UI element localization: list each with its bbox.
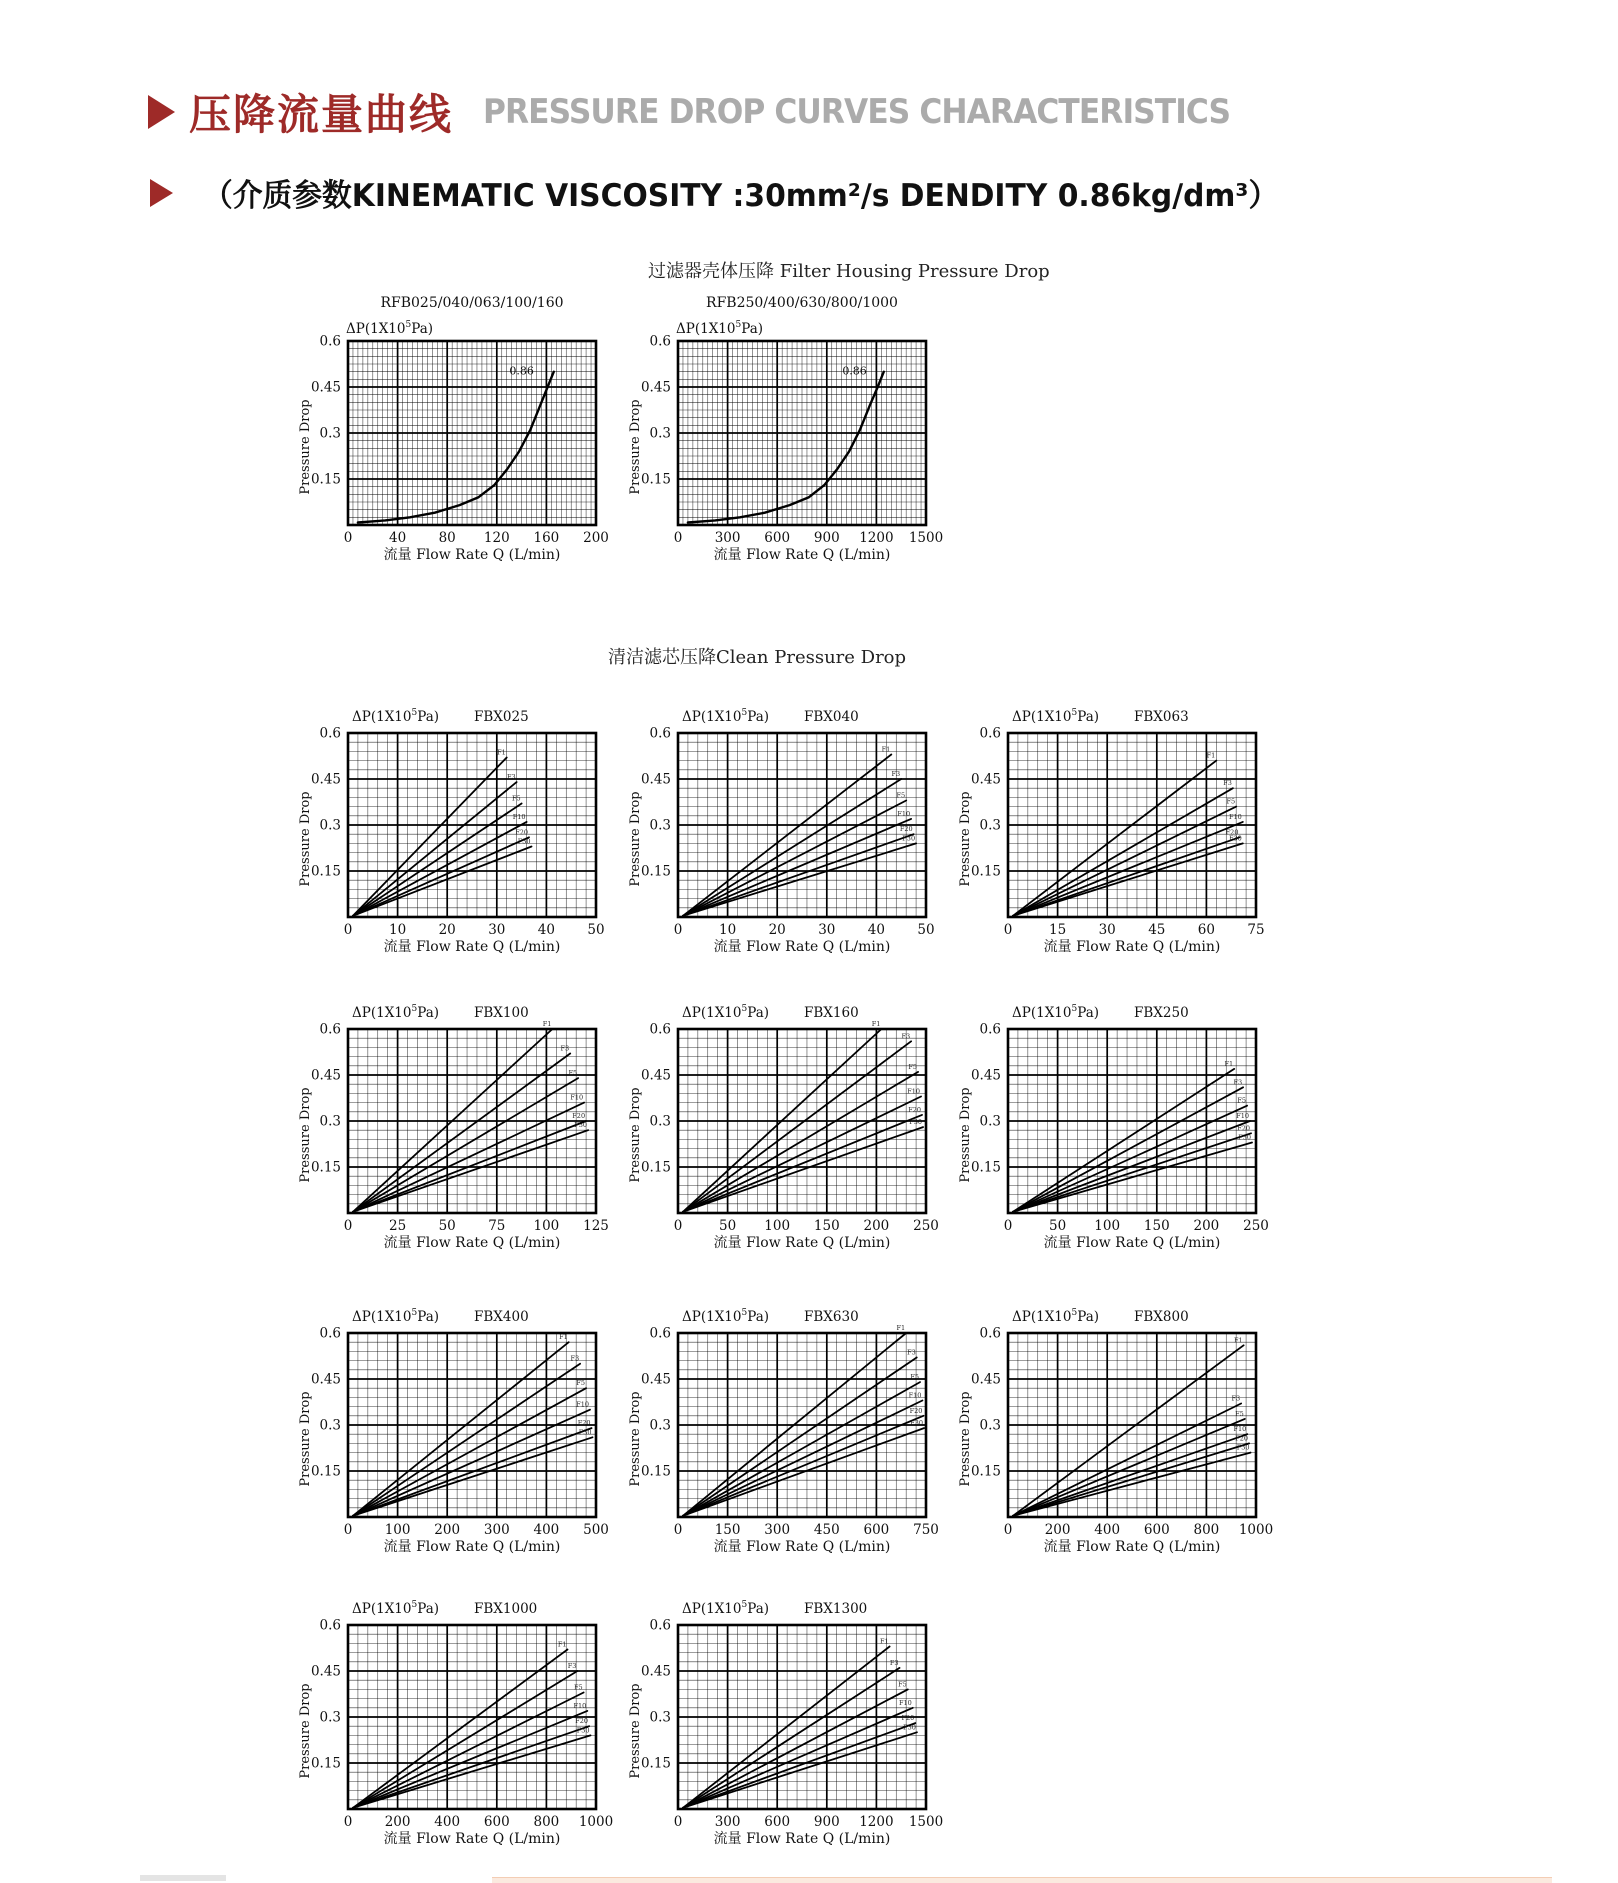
svg-text:F3: F3 — [570, 1354, 580, 1363]
svg-text:F5: F5 — [898, 1680, 907, 1689]
chart-svg-fbx630 — [626, 1303, 956, 1557]
svg-text:F10: F10 — [570, 1093, 584, 1102]
chart-fbx025 — [296, 703, 626, 961]
svg-text:45: 45 — [1148, 922, 1166, 938]
svg-text:60: 60 — [1197, 922, 1215, 938]
svg-text:100: 100 — [1094, 1218, 1121, 1234]
svg-text:0.3: 0.3 — [649, 1417, 671, 1434]
svg-text:流量 Flow Rate Q (L/min): 流量 Flow Rate Q (L/min) — [713, 1235, 891, 1251]
svg-text:F1: F1 — [497, 748, 506, 757]
svg-text:F5: F5 — [896, 791, 906, 800]
svg-text:F30: F30 — [574, 1121, 588, 1130]
svg-text:0.6: 0.6 — [319, 1617, 341, 1634]
svg-text:0.3: 0.3 — [319, 817, 341, 834]
svg-text:160: 160 — [533, 530, 560, 546]
svg-text:50: 50 — [587, 922, 605, 938]
svg-text:F30: F30 — [909, 1118, 923, 1127]
svg-text:F1: F1 — [879, 1637, 889, 1646]
svg-text:0.86: 0.86 — [842, 364, 867, 378]
svg-text:600: 600 — [764, 530, 791, 546]
y-axis-label: Pressure Drop — [298, 791, 313, 887]
svg-text:400: 400 — [1094, 1522, 1121, 1538]
svg-text:0.45: 0.45 — [640, 771, 671, 788]
y-axis-label: Pressure Drop — [628, 399, 643, 495]
svg-text:0.45: 0.45 — [970, 1371, 1001, 1388]
svg-text:0: 0 — [1003, 1218, 1013, 1234]
svg-text:600: 600 — [1143, 1522, 1170, 1538]
svg-text:ΔP(1X105Pa): $\Delta P(1X10^5Pa)$ — [676, 320, 764, 337]
svg-text:0: 0 — [343, 922, 353, 938]
svg-text:流量 Flow Rate Q (L/min): 流量 Flow Rate Q (L/min) — [713, 1831, 891, 1847]
svg-text:750: 750 — [913, 1522, 939, 1538]
chart-fbx400 — [296, 1303, 626, 1561]
section-header-clean: 清洁滤芯压降Clean Pressure Drop — [608, 647, 907, 668]
chart-fbx1000 — [296, 1595, 626, 1853]
svg-text:0.15: 0.15 — [640, 1463, 671, 1480]
chart-svg-fbx063 — [956, 703, 1286, 957]
svg-text:0: 0 — [673, 530, 683, 546]
svg-text:F10: F10 — [907, 1087, 921, 1096]
svg-text:0.15: 0.15 — [640, 1755, 671, 1772]
svg-text:1000: 1000 — [1238, 1522, 1274, 1538]
svg-text:F3: F3 — [1223, 779, 1232, 788]
y-axis-label: Pressure Drop — [298, 1683, 313, 1779]
svg-text:200: 200 — [583, 530, 609, 546]
svg-text:0.3: 0.3 — [319, 1417, 341, 1434]
y-axis-label: Pressure Drop — [298, 1391, 313, 1487]
svg-text:F10: F10 — [1228, 812, 1242, 821]
svg-text:100: 100 — [764, 1218, 791, 1234]
svg-text:0: 0 — [343, 1218, 353, 1234]
svg-text:F1: F1 — [896, 1324, 906, 1332]
svg-text:流量 Flow Rate Q (L/min): 流量 Flow Rate Q (L/min) — [713, 1539, 891, 1555]
svg-text:RFB025/040/063/100/160: RFB025/040/063/100/160 — [380, 295, 564, 311]
svg-text:0.6: 0.6 — [649, 1021, 671, 1038]
svg-text:F30: F30 — [910, 1419, 924, 1428]
svg-text:0: 0 — [673, 1522, 683, 1538]
svg-text:200: 200 — [863, 1218, 890, 1234]
chart-fbx100 — [296, 999, 626, 1257]
svg-text:F1: F1 — [871, 1020, 881, 1028]
svg-text:ΔP(1X105Pa): $\Delta P(1X10^5Pa)$ — [682, 1004, 770, 1021]
chart-fbx800 — [956, 1303, 1286, 1561]
y-axis-label: Pressure Drop — [628, 1391, 643, 1487]
svg-text:100: 100 — [384, 1522, 411, 1538]
svg-text:流量 Flow Rate Q (L/min): 流量 Flow Rate Q (L/min) — [1043, 1235, 1221, 1251]
svg-text:F5: F5 — [1226, 797, 1236, 806]
chart-svg-rfb-025-160 — [296, 291, 626, 565]
svg-text:F5: F5 — [568, 1069, 578, 1078]
svg-text:FBX1000: FBX1000 — [474, 1601, 538, 1617]
chart-fbx040 — [626, 703, 956, 961]
svg-text:250: 250 — [913, 1218, 939, 1234]
svg-text:500: 500 — [583, 1522, 609, 1538]
svg-text:F1: F1 — [542, 1020, 552, 1028]
svg-text:FBX250: FBX250 — [1134, 1005, 1189, 1021]
svg-text:0.3: 0.3 — [979, 817, 1001, 834]
svg-text:F10: F10 — [908, 1391, 922, 1400]
svg-text:0.15: 0.15 — [640, 471, 671, 488]
svg-text:0.6: 0.6 — [649, 725, 671, 742]
svg-text:0.45: 0.45 — [970, 1067, 1001, 1084]
svg-text:1500: 1500 — [908, 530, 944, 546]
svg-text:流量 Flow Rate Q (L/min): 流量 Flow Rate Q (L/min) — [383, 1235, 561, 1251]
svg-text:0.15: 0.15 — [970, 1159, 1001, 1176]
svg-text:150: 150 — [714, 1522, 741, 1538]
svg-text:300: 300 — [483, 1522, 510, 1538]
svg-text:0.45: 0.45 — [640, 1371, 671, 1388]
svg-text:0: 0 — [1003, 1522, 1013, 1538]
svg-text:50: 50 — [917, 922, 935, 938]
y-axis-label: Pressure Drop — [298, 399, 313, 495]
y-axis-label: Pressure Drop — [958, 1391, 973, 1487]
svg-text:200: 200 — [434, 1522, 461, 1538]
svg-text:0.3: 0.3 — [979, 1417, 1001, 1434]
svg-text:0.6: 0.6 — [979, 1325, 1001, 1342]
svg-text:0.45: 0.45 — [970, 771, 1001, 788]
svg-text:0.6: 0.6 — [649, 1325, 671, 1342]
y-axis-label: Pressure Drop — [298, 1087, 313, 1183]
svg-text:ΔP(1X105Pa): $\Delta P(1X10^5Pa)$ — [352, 1004, 440, 1021]
svg-text:150: 150 — [813, 1218, 840, 1234]
svg-text:F20: F20 — [577, 1419, 591, 1428]
svg-text:F30: F30 — [1236, 1443, 1250, 1452]
svg-text:F20: F20 — [515, 828, 529, 837]
svg-text:F10: F10 — [897, 809, 911, 818]
svg-text:20: 20 — [438, 922, 456, 938]
footer-mark — [140, 1875, 226, 1881]
chart-svg-rfb-250-1000 — [626, 291, 956, 565]
svg-text:1500: 1500 — [908, 1814, 944, 1830]
y-axis-label: Pressure Drop — [958, 1087, 973, 1183]
y-axis-label: Pressure Drop — [628, 1087, 643, 1183]
svg-text:600: 600 — [863, 1522, 890, 1538]
svg-text:30: 30 — [1098, 922, 1116, 938]
svg-text:0.3: 0.3 — [649, 425, 671, 442]
svg-text:15: 15 — [1049, 922, 1067, 938]
svg-text:F3: F3 — [560, 1044, 570, 1053]
svg-text:F10: F10 — [898, 1698, 912, 1707]
svg-text:F5: F5 — [573, 1683, 583, 1692]
chart-rfb-025-160 — [296, 291, 626, 569]
chart-fbx250 — [956, 999, 1286, 1257]
svg-text:800: 800 — [1193, 1522, 1220, 1538]
chart-row-1 — [296, 703, 1618, 961]
arrow-icon — [150, 179, 173, 207]
section-header-housing: 过滤器壳体压降 Filter Housing Pressure Drop — [648, 261, 1050, 282]
svg-text:F10: F10 — [512, 812, 526, 821]
svg-text:600: 600 — [764, 1814, 791, 1830]
svg-text:75: 75 — [488, 1218, 506, 1234]
svg-text:1200: 1200 — [859, 1814, 894, 1830]
svg-text:0.15: 0.15 — [310, 1159, 341, 1176]
svg-text:75: 75 — [1247, 922, 1265, 938]
svg-text:FBX630: FBX630 — [804, 1309, 859, 1325]
svg-text:200: 200 — [1044, 1522, 1071, 1538]
svg-text:0.15: 0.15 — [970, 863, 1001, 880]
svg-text:0.6: 0.6 — [319, 333, 341, 350]
svg-text:F20: F20 — [575, 1717, 589, 1726]
svg-text:0.45: 0.45 — [310, 379, 341, 396]
svg-text:300: 300 — [714, 530, 741, 546]
svg-text:流量 Flow Rate Q (L/min): 流量 Flow Rate Q (L/min) — [1043, 939, 1221, 955]
svg-text:FBX400: FBX400 — [474, 1309, 529, 1325]
svg-text:0.15: 0.15 — [310, 471, 341, 488]
svg-text:F20: F20 — [1237, 1124, 1251, 1133]
chart-svg-fbx025 — [296, 703, 626, 957]
svg-text:ΔP(1X105Pa): $\Delta P(1X10^5Pa)$ — [1012, 1308, 1100, 1325]
svg-text:流量 Flow Rate Q (L/min): 流量 Flow Rate Q (L/min) — [713, 939, 891, 955]
svg-text:0: 0 — [673, 922, 683, 938]
svg-text:0: 0 — [343, 530, 353, 546]
svg-text:F1: F1 — [1224, 1059, 1234, 1068]
svg-text:0.3: 0.3 — [979, 1113, 1001, 1130]
svg-text:F20: F20 — [1225, 828, 1239, 837]
svg-text:F30: F30 — [902, 834, 916, 843]
chart-fbx630 — [626, 1303, 956, 1561]
chart-row-2 — [296, 999, 1618, 1257]
svg-text:0.6: 0.6 — [319, 725, 341, 742]
y-axis-label: Pressure Drop — [958, 791, 973, 887]
svg-text:F20: F20 — [909, 1406, 923, 1415]
chart-row-housing — [296, 291, 1618, 569]
svg-text:F30: F30 — [1228, 834, 1242, 843]
svg-text:F20: F20 — [901, 1714, 915, 1723]
svg-text:流量 Flow Rate Q (L/min): 流量 Flow Rate Q (L/min) — [713, 547, 891, 563]
svg-text:FBX800: FBX800 — [1134, 1309, 1189, 1325]
svg-text:F5: F5 — [908, 1062, 918, 1071]
footer-strip — [492, 1877, 1552, 1883]
svg-text:125: 125 — [583, 1218, 609, 1234]
page-subheading — [150, 170, 1618, 215]
svg-text:0.45: 0.45 — [310, 1371, 341, 1388]
svg-text:流量 Flow Rate Q (L/min): 流量 Flow Rate Q (L/min) — [383, 547, 561, 563]
svg-text:F30: F30 — [578, 1428, 592, 1437]
chart-svg-fbx400 — [296, 1303, 626, 1557]
chart-svg-fbx040 — [626, 703, 956, 957]
chart-svg-fbx250 — [956, 999, 1286, 1253]
svg-text:F3: F3 — [891, 770, 901, 778]
svg-text:10: 10 — [389, 922, 407, 938]
svg-text:0: 0 — [343, 1522, 353, 1538]
svg-text:F1: F1 — [559, 1333, 568, 1342]
svg-text:600: 600 — [483, 1814, 510, 1830]
chart-rfb-250-1000 — [626, 291, 956, 569]
svg-text:F1: F1 — [1206, 751, 1216, 760]
svg-text:0.15: 0.15 — [640, 1159, 671, 1176]
chart-row-4 — [296, 1595, 1618, 1853]
svg-text:ΔP(1X105Pa): $\Delta P(1X10^5Pa)$ — [682, 1600, 770, 1617]
svg-text:0.86: 0.86 — [509, 364, 534, 378]
svg-text:F5: F5 — [576, 1379, 586, 1388]
svg-text:150: 150 — [1143, 1218, 1170, 1234]
svg-text:200: 200 — [1193, 1218, 1220, 1234]
svg-text:0.15: 0.15 — [970, 1463, 1001, 1480]
svg-text:ΔP(1X105Pa): $\Delta P(1X10^5Pa)$ — [1012, 708, 1100, 725]
svg-text:F1: F1 — [557, 1640, 567, 1649]
svg-text:FBX063: FBX063 — [1134, 709, 1189, 725]
svg-text:0.6: 0.6 — [319, 1021, 341, 1038]
svg-text:0.45: 0.45 — [640, 1663, 671, 1680]
svg-text:F30: F30 — [1238, 1133, 1252, 1142]
y-axis-label: Pressure Drop — [628, 791, 643, 887]
svg-text:50: 50 — [1049, 1218, 1067, 1234]
svg-text:F1: F1 — [1233, 1336, 1243, 1345]
svg-text:F30: F30 — [903, 1723, 916, 1732]
svg-text:0: 0 — [673, 1218, 683, 1234]
svg-text:800: 800 — [533, 1814, 560, 1830]
svg-text:F10: F10 — [1233, 1425, 1247, 1434]
svg-text:F3: F3 — [901, 1032, 911, 1041]
svg-text:ΔP(1X105Pa): $\Delta P(1X10^5Pa)$ — [346, 320, 434, 337]
svg-text:F30: F30 — [517, 837, 531, 846]
svg-text:FBX160: FBX160 — [804, 1005, 859, 1021]
chart-fbx160 — [626, 999, 956, 1257]
svg-text:0: 0 — [343, 1814, 353, 1830]
svg-text:F3: F3 — [889, 1658, 899, 1667]
svg-text:10: 10 — [719, 922, 737, 938]
svg-text:25: 25 — [389, 1218, 407, 1234]
svg-text:0.45: 0.45 — [640, 379, 671, 396]
svg-text:0: 0 — [673, 1814, 683, 1830]
svg-text:0.15: 0.15 — [310, 863, 341, 880]
svg-text:0.15: 0.15 — [310, 1463, 341, 1480]
svg-text:300: 300 — [714, 1814, 741, 1830]
svg-text:30: 30 — [488, 922, 506, 938]
svg-text:ΔP(1X105Pa): $\Delta P(1X10^5Pa)$ — [352, 1600, 440, 1617]
svg-text:900: 900 — [813, 1814, 840, 1830]
svg-text:100: 100 — [533, 1218, 560, 1234]
svg-text:30: 30 — [818, 922, 836, 938]
svg-text:FBX040: FBX040 — [804, 709, 859, 725]
svg-text:0: 0 — [1003, 922, 1013, 938]
svg-text:80: 80 — [438, 530, 456, 546]
svg-text:0.3: 0.3 — [319, 1113, 341, 1130]
svg-text:F5: F5 — [1235, 1409, 1244, 1418]
page-heading — [148, 82, 1618, 142]
chart-svg-fbx1000 — [296, 1595, 626, 1849]
subheading-text: （介质参数KINEMATIC VISCOSITY :30mm²/s DENDITY 0.86kg/dm³） — [203, 178, 1279, 214]
svg-text:F3: F3 — [567, 1662, 577, 1670]
svg-text:1200: 1200 — [859, 530, 894, 546]
svg-text:F5: F5 — [910, 1373, 920, 1382]
svg-text:0.6: 0.6 — [319, 1325, 341, 1342]
svg-text:450: 450 — [813, 1522, 840, 1538]
svg-text:40: 40 — [537, 922, 555, 938]
svg-text:0.3: 0.3 — [319, 1709, 341, 1726]
svg-text:F20: F20 — [908, 1105, 922, 1114]
svg-text:F10: F10 — [576, 1400, 590, 1409]
svg-text:20: 20 — [768, 922, 786, 938]
page-title-en: PRESSURE DROP CURVES CHARACTERISTICS — [483, 92, 1231, 132]
svg-text:900: 900 — [813, 530, 840, 546]
svg-text:0.3: 0.3 — [649, 1709, 671, 1726]
chart-svg-fbx160 — [626, 999, 956, 1253]
svg-text:200: 200 — [384, 1814, 411, 1830]
svg-text:ΔP(1X105Pa): $\Delta P(1X10^5Pa)$ — [352, 1308, 440, 1325]
svg-text:F20: F20 — [899, 825, 913, 834]
chart-row-3 — [296, 1303, 1618, 1561]
svg-text:0.45: 0.45 — [640, 1067, 671, 1084]
svg-text:F30: F30 — [576, 1726, 590, 1735]
svg-text:ΔP(1X105Pa): $\Delta P(1X10^5Pa)$ — [682, 1308, 770, 1325]
svg-text:F5: F5 — [1237, 1096, 1247, 1105]
svg-text:RFB250/400/630/800/1000: RFB250/400/630/800/1000 — [706, 295, 898, 311]
svg-text:0.15: 0.15 — [640, 863, 671, 880]
y-axis-label: Pressure Drop — [628, 1683, 643, 1779]
svg-text:0.45: 0.45 — [310, 771, 341, 788]
svg-text:50: 50 — [719, 1218, 737, 1234]
svg-text:F3: F3 — [907, 1348, 916, 1357]
svg-text:F10: F10 — [1236, 1112, 1250, 1120]
svg-text:300: 300 — [764, 1522, 791, 1538]
chart-svg-fbx100 — [296, 999, 626, 1253]
chart-fbx1300 — [626, 1595, 956, 1853]
svg-text:400: 400 — [533, 1522, 560, 1538]
svg-text:120: 120 — [483, 530, 510, 546]
chart-svg-fbx800 — [956, 1303, 1286, 1557]
chart-fbx063 — [956, 703, 1286, 961]
svg-text:40: 40 — [389, 530, 407, 546]
svg-text:流量 Flow Rate Q (L/min): 流量 Flow Rate Q (L/min) — [383, 1831, 561, 1847]
chart-svg-fbx1300 — [626, 1595, 956, 1849]
svg-text:F3: F3 — [1233, 1078, 1243, 1087]
svg-text:FBX1300: FBX1300 — [804, 1601, 868, 1617]
svg-text:50: 50 — [438, 1218, 456, 1234]
arrow-icon — [148, 95, 175, 129]
svg-text:1000: 1000 — [578, 1814, 614, 1830]
svg-text:F20: F20 — [572, 1112, 586, 1120]
svg-text:流量 Flow Rate Q (L/min): 流量 Flow Rate Q (L/min) — [383, 939, 561, 955]
svg-text:400: 400 — [434, 1814, 461, 1830]
svg-text:F5: F5 — [511, 794, 521, 803]
svg-text:40: 40 — [867, 922, 885, 938]
svg-text:F3: F3 — [1231, 1394, 1241, 1403]
svg-text:0.3: 0.3 — [319, 425, 341, 442]
svg-text:0.3: 0.3 — [649, 1113, 671, 1130]
svg-text:0.6: 0.6 — [649, 333, 671, 350]
svg-text:ΔP(1X105Pa): $\Delta P(1X10^5Pa)$ — [1012, 1004, 1100, 1021]
svg-text:0.45: 0.45 — [310, 1067, 341, 1084]
svg-text:ΔP(1X105Pa): $\Delta P(1X10^5Pa)$ — [682, 708, 770, 725]
svg-text:流量 Flow Rate Q (L/min): 流量 Flow Rate Q (L/min) — [1043, 1539, 1221, 1555]
svg-text:FBX100: FBX100 — [474, 1005, 529, 1021]
svg-text:0.6: 0.6 — [979, 725, 1001, 742]
svg-text:F10: F10 — [573, 1701, 587, 1710]
svg-text:0.45: 0.45 — [310, 1663, 341, 1680]
svg-text:250: 250 — [1243, 1218, 1269, 1234]
svg-text:流量 Flow Rate Q (L/min): 流量 Flow Rate Q (L/min) — [383, 1539, 561, 1555]
svg-text:0.15: 0.15 — [310, 1755, 341, 1772]
svg-text:FBX025: FBX025 — [474, 709, 529, 725]
svg-text:ΔP(1X105Pa): $\Delta P(1X10^5Pa)$ — [352, 708, 440, 725]
svg-text:F20: F20 — [1235, 1434, 1249, 1443]
svg-text:0.6: 0.6 — [649, 1617, 671, 1634]
svg-text:F1: F1 — [881, 745, 891, 754]
page-title-zh: 压降流量曲线 — [189, 90, 454, 139]
svg-text:F3: F3 — [506, 773, 516, 782]
svg-text:0.6: 0.6 — [979, 1021, 1001, 1038]
svg-text:0.3: 0.3 — [649, 817, 671, 834]
